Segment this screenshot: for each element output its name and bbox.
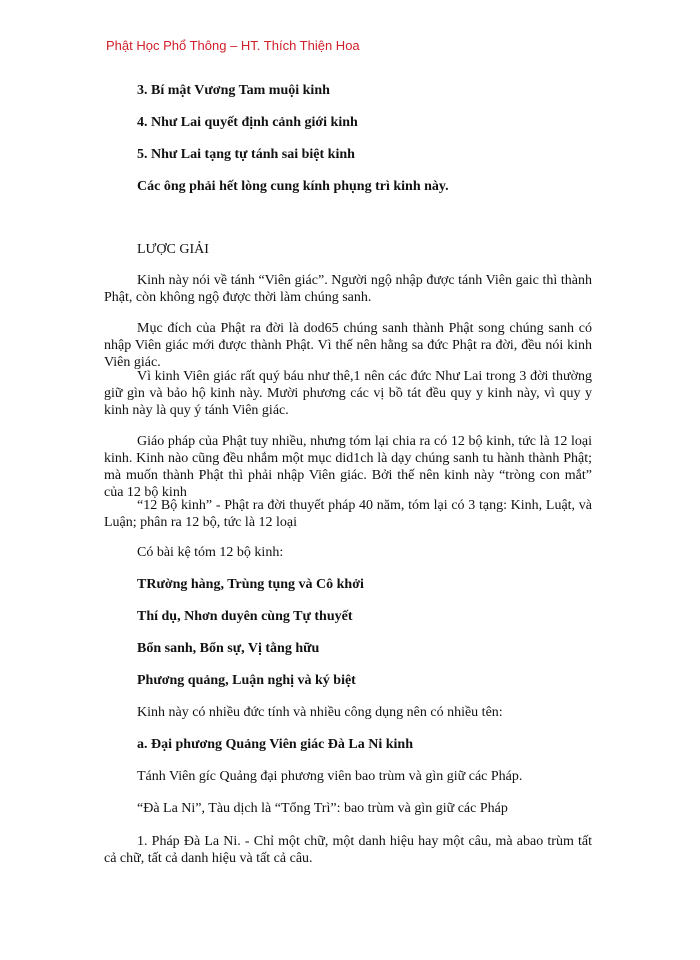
verse-line-4: Phương quảng, Luận nghị và ký biệt <box>137 673 356 688</box>
running-header: Phật Học Phổ Thông – HT. Thích Thiện Hoa <box>106 38 360 53</box>
paragraph-1: Kinh này nói về tánh “Viên giác”. Người ngộ nhập được tánh Viên gaic thì thành Phật, còn không ngộ được thời làm chúng sanh. <box>104 273 592 305</box>
verse-line-3: Bổn sanh, Bổn sự, Vị tằng hữu <box>137 641 320 656</box>
verse-line-1: TRường hàng, Trùng tụng và Cô khởi <box>137 577 364 592</box>
paragraph-2: Mục đích của Phật ra đời là dod65 chúng sanh thành Phật song chúng sanh có nhập Viên giác mới được thành Phật. Vì thế nên hằng sa đức Phật ra đời, đều nói kinh Viên giác. <box>104 321 592 370</box>
closing-instruction: Các ông phải hết lòng cung kính phụng trì kinh này. <box>137 179 449 194</box>
subheading-a: a. Đại phương Quảng Viên giác Đà La Ni kinh <box>137 737 414 752</box>
verse-line-2: Thí dụ, Nhơn duyên cùng Tự thuyết <box>137 609 353 624</box>
explain-line-1: Tánh Viên gíc Quảng đại phương viên bao trùm và gìn giữ các Pháp. <box>137 769 523 784</box>
list-item-3: 3. Bí mật Vương Tam muội kinh <box>137 83 330 98</box>
section-title: LƯỢC GIẢI <box>137 242 209 257</box>
explain-line-2: “Đà La Ni”, Tàu dịch là “Tổng Trì”: bao trùm và gìn giữ các Pháp <box>137 801 508 816</box>
paragraph-3: Vì kinh Viên giác rất quý báu như thê,1 nên các đức Như Lai trong 3 đời thường giữ gìn và bảo hộ kinh này. Mười phương các vị bồ tát đều quy y kinh này, vì quy y kinh này là quy ý tánh Viên giác. <box>104 369 592 418</box>
list-item-5: 5. Như Lai tạng tự tánh sai biệt kinh <box>137 147 355 162</box>
list-item-4: 4. Như Lai quyết định cảnh giới kinh <box>137 115 358 130</box>
paragraph-5: “12 Bộ kinh” - Phật ra đời thuyết pháp 40 năm, tóm lại có 3 tạng: Kinh, Luật, và Luận; phân ra 12 bộ, tức là 12 loại <box>104 498 592 530</box>
names-intro: Kinh này có nhiều đức tính và nhiều công dụng nên có nhiều tên: <box>137 705 503 720</box>
verse-intro: Có bài kệ tóm 12 bộ kinh: <box>137 545 284 560</box>
paragraph-4: Giáo pháp của Phật tuy nhiều, nhưng tóm lại chia ra có 12 bộ kinh, tức là 12 loại kinh. Kinh nào cũng đều nhắm một mục did1ch là dạy chúng sanh tu hành thành Phật; mà muốn thành Phật thì phải nhập Viên giác. Bởi thế nên kinh này “tròng con mắt” của 12 bộ kinh <box>104 434 592 500</box>
numbered-paragraph-1: 1. Pháp Đà La Ni. - Chỉ một chữ, một danh hiệu hay một câu, mà abao trùm tất cả chữ, tất cả danh hiệu và tất cả câu. <box>104 834 592 866</box>
